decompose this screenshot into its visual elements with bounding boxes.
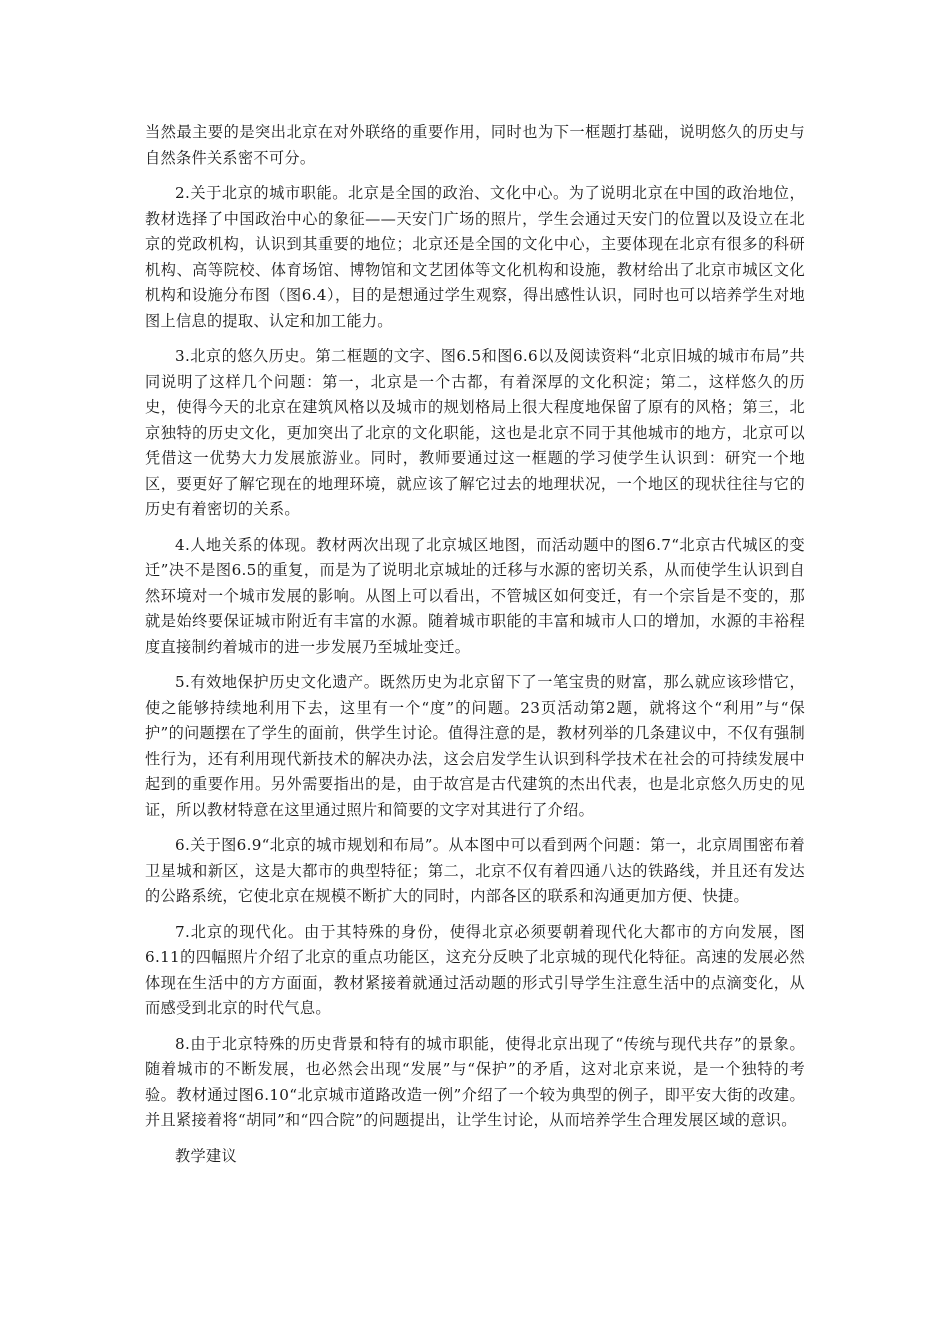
paragraph-city-functions: 2.关于北京的城市职能。北京是全国的政治、文化中心。为了说明北京在中国的政治地位，教材选择了中国政治中心的象征——天安门广场的照片，学生会通过天安门的位置以及设立在北京的党政机构，认识到其重要的地位；北京还是全国的文化中心，主要体现在北京有很多的科研机构、高等院校、体育场馆、博物馆和文艺团体等文化机构和设施，教材给出了北京市城区文化机构和设施分布图（图6.4），目的是想通过学生观察，得出感性认识，同时也可以培养学生对地图上信息的提取、认定和加工能力。 [145,184,805,330]
paragraph-long-history: 3.北京的悠久历史。第二框题的文字、图6.5和图6.6以及阅读资料“北京旧城的城市布局”共同说明了这样几个问题：第一，北京是一个古都，有着深厚的文化积淀；第二，这样悠久的历史，使得今天的北京在建筑风格以及城市的规划格局上很大程度地保留了原有的风格；第三，北京独特的历史文化，更加突出了北京的文化职能，这也是北京不同于其他城市的地方，北京可以凭借这一优势大力发展旅游业。同时，教师要通过这一框题的学习使学生认识到：研究一个地区，要更好了解它现在的地理环境，就应该了解它过去的地理状况，一个地区的现状往往与它的历史有着密切的关系。 [145,347,805,518]
paragraph-tradition-and-modern: 8.由于北京特殊的历史背景和特有的城市职能，使得北京出现了“传统与现代共存”的景象。随着城市的不断发展，也必然会出现“发展”与“保护”的矛盾，这对北京来说，是一个独特的考验。教材通过图6.10“北京城市道路改造一例”介绍了一个较为典型的例子，即平安大街的改建。并且紧接着将“胡同”和“四合院”的问题提出，让学生讨论，从而培养学生合理发展区域的意识。 [145,1034,805,1129]
paragraph-human-land-relation: 4.人地关系的体现。教材两次出现了北京城区地图，而活动题中的图6.7“北京古代城区的变迁”决不是图6.5的重复，而是为了说明北京城址的迁移与水源的密切关系，从而使学生认识到自然环境对一个城市发展的影响。从图上可以看出，不管城区如何变迁，有一个宗旨是不变的，那就是始终要保证城市附近有丰富的水源。随着城市职能的丰富和城市人口的增加，水源的丰裕程度直接制约着城市的进一步发展乃至城址变迁。 [145,535,805,656]
paragraph-heritage-protection: 5.有效地保护历史文化遗产。既然历史为北京留下了一笔宝贵的财富，那么就应该珍惜它，使之能够持续地利用下去，这里有一个“度”的问题。23页活动第2题，就将这个“利用”与“保护”的问题摆在了学生的面前，供学生讨论。值得注意的是，教材列举的几条建议中，不仅有强制性行为，还有利用现代新技术的解决办法，这会启发学生认识到科学技术在社会的可持续发展中起到的重要作用。另外需要指出的是，由于故宫是古代建筑的杰出代表，也是北京悠久历史的见证，所以教材特意在这里通过照片和简要的文字对其进行了介绍。 [145,673,805,819]
paragraph-modernization: 7.北京的现代化。由于其特殊的身份，使得北京必须要朝着现代化大都市的方向发展，图6.11的四幅照片介绍了北京的重点功能区，这充分反映了北京城的现代化特征。高速的发展必然体现在生活中的方方面面，教材紧接着就通过活动题的形式引导学生注意生活中的点滴变化，从而感受到北京的时代气息。 [145,922,805,1017]
section-heading: 教学建议 [175,1146,237,1165]
paragraph-continuation: 当然最主要的是突出北京在对外联络的重要作用，同时也为下一框题打基础，说明悠久的历史与自然条件关系密不可分。 [145,123,805,167]
document-page [145,120,805,1179]
paragraph-city-planning: 6.关于图6.9“北京的城市规划和布局”。从本图中可以看到两个问题：第一，北京周围密布着卫星城和新区，这是大都市的典型特征；第二，北京不仅有着四通八达的铁路线，并且还有发达的公路系统，它使北京在规模不断扩大的同时，内部各区的联系和沟通更加方便、快捷。 [145,836,805,905]
